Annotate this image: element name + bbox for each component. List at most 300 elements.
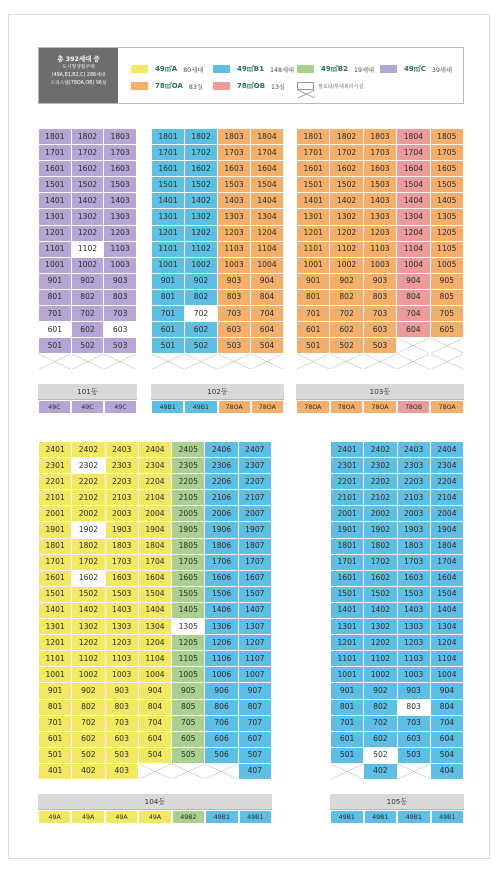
unit-cell: 1104: [397, 241, 430, 257]
unit-cell: 603: [105, 731, 138, 747]
unit-cell: 1601: [331, 570, 364, 586]
unit-cell: 1606: [205, 570, 238, 586]
unit-cell: 1002: [330, 257, 363, 273]
unit-cell: 1904: [138, 522, 171, 538]
unit-cell: 1305: [430, 209, 463, 225]
unit-cell: 1704: [251, 145, 284, 161]
legend-item-49b1: [213, 64, 294, 74]
unit-cell: 501: [297, 338, 330, 354]
unit-cell: 503: [397, 747, 430, 763]
unit-cell: 1602: [71, 161, 104, 177]
piloti-cell: [331, 763, 364, 779]
unit-cell: 1804: [251, 129, 284, 145]
piloti-row: [39, 354, 137, 370]
unit-cell: 605: [430, 322, 463, 338]
unit-cell: 2303: [105, 458, 138, 474]
unit-cell: 1204: [138, 635, 171, 651]
unit-cell: 1105: [172, 651, 205, 667]
unit-cell: 1302: [185, 209, 218, 225]
unit-cell: 803: [104, 289, 137, 305]
floor-row: [39, 458, 272, 474]
unit-cell: 602: [71, 322, 104, 338]
unit-cell: 703: [218, 306, 251, 322]
unit-cell: 701: [331, 715, 364, 731]
unit-cell: 1401: [39, 602, 72, 618]
line-type-label: 49B1: [330, 810, 364, 824]
unit-cell: 1406: [205, 602, 238, 618]
unit-cell: 2004: [138, 506, 171, 522]
unit-cell: 1303: [104, 209, 137, 225]
unit-cell: 903: [397, 683, 430, 699]
floor-row: [152, 322, 284, 338]
unit-cell: 1106: [205, 651, 238, 667]
unit-cell: 1707: [238, 554, 271, 570]
unit-cell: 2203: [397, 474, 430, 490]
unit-cell: 2204: [138, 474, 171, 490]
floor-row: [152, 257, 284, 273]
unit-cell: 1002: [185, 257, 218, 273]
unit-cell: 501: [39, 338, 72, 354]
unit-cell: 1102: [71, 241, 104, 257]
floor-row: [39, 273, 137, 289]
unit-cell: 1102: [364, 651, 397, 667]
unit-cell: 1105: [430, 241, 463, 257]
unit-cell: 1205: [430, 225, 463, 241]
unit-cell: 1802: [71, 129, 104, 145]
unit-cell: 502: [185, 338, 218, 354]
unit-cell: 601: [39, 322, 72, 338]
floor-row: [152, 177, 284, 193]
floor-row: [39, 209, 137, 225]
piloti-cell: [330, 354, 363, 370]
unit-cell: 805: [430, 289, 463, 305]
unit-cell: 1001: [331, 667, 364, 683]
unit-cell: 703: [105, 715, 138, 731]
summary-line-1: 도시형생활주택: [62, 65, 95, 70]
unit-cell: 1003: [105, 667, 138, 683]
unit-cell: 2204: [430, 474, 463, 490]
unit-cell: 902: [72, 683, 105, 699]
unit-cell: 1504: [397, 177, 430, 193]
unit-cell: 1503: [104, 177, 137, 193]
unit-cell: 2201: [39, 474, 72, 490]
unit-cell: 702: [185, 306, 218, 322]
piloti-cell: [251, 354, 284, 370]
unit-cell: 602: [72, 731, 105, 747]
unit-cell: 502: [364, 747, 397, 763]
floor-row: [39, 145, 137, 161]
unit-cell: 602: [330, 322, 363, 338]
floor-row: [331, 683, 464, 699]
unit-cell: 1602: [330, 161, 363, 177]
unit-cell: 1404: [397, 193, 430, 209]
unit-cell: 1005: [430, 257, 463, 273]
unit-cell: 1801: [39, 129, 72, 145]
unit-cell: 1903: [397, 522, 430, 538]
unit-cell: 2306: [205, 458, 238, 474]
unit-cell: 801: [152, 289, 185, 305]
floor-row: [39, 225, 137, 241]
unit-summary: [39, 48, 118, 103]
unit-cell: 1203: [397, 635, 430, 651]
unit-cell: 504: [251, 338, 284, 354]
floor-row: [297, 289, 464, 305]
unit-cell: 1302: [72, 619, 105, 635]
unit-cell: 1704: [430, 554, 463, 570]
floor-row: [39, 619, 272, 635]
unit-cell: 2007: [238, 506, 271, 522]
unit-cell: 1404: [138, 602, 171, 618]
unit-cell: 1401: [331, 602, 364, 618]
unit-cell: 1501: [39, 586, 72, 602]
legend-type-name: 49㎡A: [155, 65, 178, 73]
floor-row: [297, 241, 464, 257]
unit-cell: 704: [251, 306, 284, 322]
unit-cell: 801: [39, 289, 72, 305]
unit-cell: 1301: [297, 209, 330, 225]
unit-cell: 607: [238, 731, 271, 747]
unit-cell: 1404: [430, 602, 463, 618]
floor-row: [39, 570, 272, 586]
unit-cell: 601: [297, 322, 330, 338]
unit-cell: 702: [330, 306, 363, 322]
floor-row: [39, 554, 272, 570]
unit-cell: 1601: [297, 161, 330, 177]
floor-row: [297, 306, 464, 322]
unit-cell: 2301: [39, 458, 72, 474]
unit-cell: 902: [71, 273, 104, 289]
unit-cell: 1702: [72, 554, 105, 570]
unit-cell: 1004: [251, 257, 284, 273]
unit-cell: 1505: [430, 177, 463, 193]
unit-cell: 506: [205, 747, 238, 763]
floor-row: [152, 241, 284, 257]
floor-row: [39, 177, 137, 193]
legend-swatch: [297, 65, 314, 73]
unit-cell: 1504: [430, 586, 463, 602]
unit-cell: 1201: [39, 225, 72, 241]
unit-cell: 2102: [364, 490, 397, 506]
unit-cell: 1401: [297, 193, 330, 209]
unit-cell: 1705: [430, 145, 463, 161]
unit-cell: 1802: [364, 538, 397, 554]
line-type-label: 49B1: [184, 400, 217, 414]
unit-cell: 2302: [364, 458, 397, 474]
legend-item-78ob: [213, 81, 285, 91]
unit-cell: 1806: [205, 538, 238, 554]
unit-cell: 1305: [172, 619, 205, 635]
unit-cell: 1201: [297, 225, 330, 241]
unit-cell: 1802: [185, 129, 218, 145]
piloti-cell: [185, 354, 218, 370]
unit-cell: 2005: [172, 506, 205, 522]
line-type-label: 49A: [38, 810, 71, 824]
unit-cell: 1703: [397, 554, 430, 570]
unit-cell: 2401: [39, 442, 72, 458]
building-101-grid: [38, 128, 137, 370]
unit-cell: 1501: [331, 586, 364, 602]
unit-cell: 1704: [397, 145, 430, 161]
unit-cell: 1204: [430, 635, 463, 651]
building-102-grid: [151, 128, 284, 370]
unit-cell: 1805: [430, 129, 463, 145]
unit-cell: 604: [138, 731, 171, 747]
unit-cell: 1703: [218, 145, 251, 161]
legend-swatch: [213, 82, 230, 90]
unit-cell: 2403: [397, 442, 430, 458]
unit-cell: 2003: [105, 506, 138, 522]
unit-cell: 904: [138, 683, 171, 699]
unit-cell: 1505: [172, 586, 205, 602]
unit-cell: 904: [251, 273, 284, 289]
unit-cell: 1906: [205, 522, 238, 538]
unit-cell: 906: [205, 683, 238, 699]
unit-cell: 1201: [331, 635, 364, 651]
floor-row: [297, 129, 464, 145]
floor-row: [39, 506, 272, 522]
unit-cell: 1304: [251, 209, 284, 225]
floor-row: [39, 651, 272, 667]
unit-cell: 1704: [138, 554, 171, 570]
unit-cell: 1601: [39, 161, 72, 177]
unit-cell: 603: [397, 731, 430, 747]
floor-row: [39, 193, 137, 209]
floor-row: [152, 338, 284, 354]
floor-row: [331, 506, 464, 522]
unit-cell: 1304: [397, 209, 430, 225]
unit-cell: 1706: [205, 554, 238, 570]
floor-row: [331, 699, 464, 715]
floor-row: [331, 635, 464, 651]
unit-cell: 704: [430, 715, 463, 731]
line-type-label: 78OA: [218, 400, 251, 414]
unit-cell: 404: [430, 763, 463, 779]
floor-row: [39, 763, 272, 779]
unit-cell: 1503: [397, 586, 430, 602]
unit-cell: 2403: [105, 442, 138, 458]
unit-cell: 704: [138, 715, 171, 731]
unit-cell: 1903: [105, 522, 138, 538]
unit-cell: 2303: [397, 458, 430, 474]
legend-swatch: [131, 82, 148, 90]
unit-cell: 1004: [138, 667, 171, 683]
unit-cell: 901: [297, 273, 330, 289]
unit-cell: 2305: [172, 458, 205, 474]
unit-cell: 2401: [331, 442, 364, 458]
unit-cell: 1206: [205, 635, 238, 651]
unit-cell: 1303: [218, 209, 251, 225]
unit-cell: 1503: [218, 177, 251, 193]
unit-cell: 701: [39, 715, 72, 731]
building-104-grid: [38, 441, 272, 780]
floor-row: [39, 522, 272, 538]
floor-row: [152, 225, 284, 241]
unit-cell: 1601: [152, 161, 185, 177]
unit-cell: 1101: [39, 651, 72, 667]
unit-cell: 1605: [430, 161, 463, 177]
floor-row: [297, 257, 464, 273]
floor-row: [331, 490, 464, 506]
unit-cell: 1407: [238, 602, 271, 618]
unit-cell: 907: [238, 683, 271, 699]
unit-cell: 1703: [363, 145, 396, 161]
unit-cell: 2205: [172, 474, 205, 490]
unit-cell: 2301: [331, 458, 364, 474]
building-103-label: [296, 384, 464, 414]
unit-cell: 2302: [72, 458, 105, 474]
unit-cell: 704: [397, 306, 430, 322]
line-type-label: 49A: [138, 810, 171, 824]
unit-cell: 1901: [39, 522, 72, 538]
unit-cell: 1004: [397, 257, 430, 273]
building-102-label: [151, 384, 284, 414]
floor-row: [331, 715, 464, 731]
unit-cell: 603: [363, 322, 396, 338]
unit-cell: 1803: [218, 129, 251, 145]
unit-cell: 1503: [363, 177, 396, 193]
unit-cell: 1403: [363, 193, 396, 209]
unit-cell: 1307: [238, 619, 271, 635]
floor-row: [152, 161, 284, 177]
unit-cell: 804: [251, 289, 284, 305]
piloti-cell: [218, 354, 251, 370]
unit-cell: 701: [297, 306, 330, 322]
unit-cell: 502: [72, 747, 105, 763]
building-105-label: [330, 794, 464, 824]
unit-cell: 2406: [205, 442, 238, 458]
legend-type-name: 78㎡OB: [237, 82, 266, 90]
floor-row: [39, 747, 272, 763]
unit-cell: 1401: [152, 193, 185, 209]
building-name: 103동: [296, 384, 464, 400]
floor-row: [39, 442, 272, 458]
unit-cell: 401: [39, 763, 72, 779]
floor-row: [331, 554, 464, 570]
unit-cell: 1102: [72, 651, 105, 667]
unit-cell: 602: [185, 322, 218, 338]
legend-type-count: 19세대: [353, 66, 375, 74]
legend-type-count: 83실: [188, 83, 204, 91]
piloti-row: [297, 354, 464, 370]
line-type-label: 78OA: [330, 400, 364, 414]
unit-cell: 1604: [138, 570, 171, 586]
unit-cell: 1007: [238, 667, 271, 683]
unit-cell: 2202: [364, 474, 397, 490]
unit-cell: 2404: [430, 442, 463, 458]
unit-cell: 1102: [185, 241, 218, 257]
unit-cell: 1004: [430, 667, 463, 683]
floor-row: [39, 306, 137, 322]
unit-cell: 1203: [104, 225, 137, 241]
floor-row: [39, 586, 272, 602]
line-type-label: 78OB: [397, 400, 431, 414]
floor-row: [331, 442, 464, 458]
unit-cell: 1803: [363, 129, 396, 145]
unit-cell: 2402: [364, 442, 397, 458]
legend-swatch: [131, 65, 148, 73]
unit-cell: 702: [364, 715, 397, 731]
unit-cell: 1603: [218, 161, 251, 177]
building-105-grid: [330, 441, 464, 780]
unit-cell: 2407: [238, 442, 271, 458]
floor-row: [152, 129, 284, 145]
piloti-row: [152, 354, 284, 370]
piloti-swatch-icon: [297, 82, 314, 90]
unit-cell: 2304: [430, 458, 463, 474]
floor-row: [39, 699, 272, 715]
unit-cell: 1801: [297, 129, 330, 145]
unit-cell: 1001: [152, 257, 185, 273]
unit-cell: 1604: [430, 570, 463, 586]
unit-cell: 1905: [172, 522, 205, 538]
unit-cell: 1101: [297, 241, 330, 257]
floor-row: [297, 145, 464, 161]
unit-cell: 503: [105, 747, 138, 763]
unit-cell: 1405: [430, 193, 463, 209]
floor-row: [331, 602, 464, 618]
unit-cell: 1901: [331, 522, 364, 538]
summary-line-3: 오피스텔(78OA,OB) 96실: [50, 81, 107, 86]
unit-cell: 1202: [364, 635, 397, 651]
unit-cell: 605: [172, 731, 205, 747]
unit-cell: 1501: [39, 177, 72, 193]
unit-cell: 1501: [152, 177, 185, 193]
unit-cell: 2203: [105, 474, 138, 490]
building-101-label: [38, 384, 137, 414]
unit-cell: 1001: [297, 257, 330, 273]
unit-cell: 1601: [39, 570, 72, 586]
unit-cell: 1005: [172, 667, 205, 683]
unit-cell: 1302: [71, 209, 104, 225]
unit-cell: 1306: [205, 619, 238, 635]
floor-row: [297, 177, 464, 193]
unit-cell: 702: [72, 715, 105, 731]
unit-cell: 1301: [152, 209, 185, 225]
floor-row: [39, 731, 272, 747]
floor-row: [331, 763, 464, 779]
unit-cell: 1802: [330, 129, 363, 145]
unit-cell: 1502: [72, 586, 105, 602]
unit-cell: 903: [218, 273, 251, 289]
line-type-label: 49B1: [205, 810, 238, 824]
unit-cell: 1301: [39, 619, 72, 635]
unit-cell: 502: [71, 338, 104, 354]
unit-cell: 701: [39, 306, 72, 322]
unit-cell: 1503: [105, 586, 138, 602]
legend-type-count: 39세대: [431, 66, 453, 74]
floor-row: [152, 193, 284, 209]
unit-cell: 1703: [104, 145, 137, 161]
unit-cell: 902: [364, 683, 397, 699]
unit-cell: 802: [71, 289, 104, 305]
unit-cell: 1502: [185, 177, 218, 193]
unit-cell: 601: [152, 322, 185, 338]
unit-cell: 803: [105, 699, 138, 715]
unit-cell: 1202: [330, 225, 363, 241]
unit-cell: 1104: [251, 241, 284, 257]
unit-cell: 604: [430, 731, 463, 747]
unit-cell: 1702: [364, 554, 397, 570]
floor-row: [152, 273, 284, 289]
building-name: 104동: [38, 794, 272, 810]
floor-row: [39, 338, 137, 354]
floor-row: [331, 747, 464, 763]
unit-cell: 503: [104, 338, 137, 354]
unit-cell: 407: [238, 763, 271, 779]
line-type-label: 49A: [105, 810, 138, 824]
unit-cell: 2004: [430, 506, 463, 522]
unit-cell: 902: [330, 273, 363, 289]
